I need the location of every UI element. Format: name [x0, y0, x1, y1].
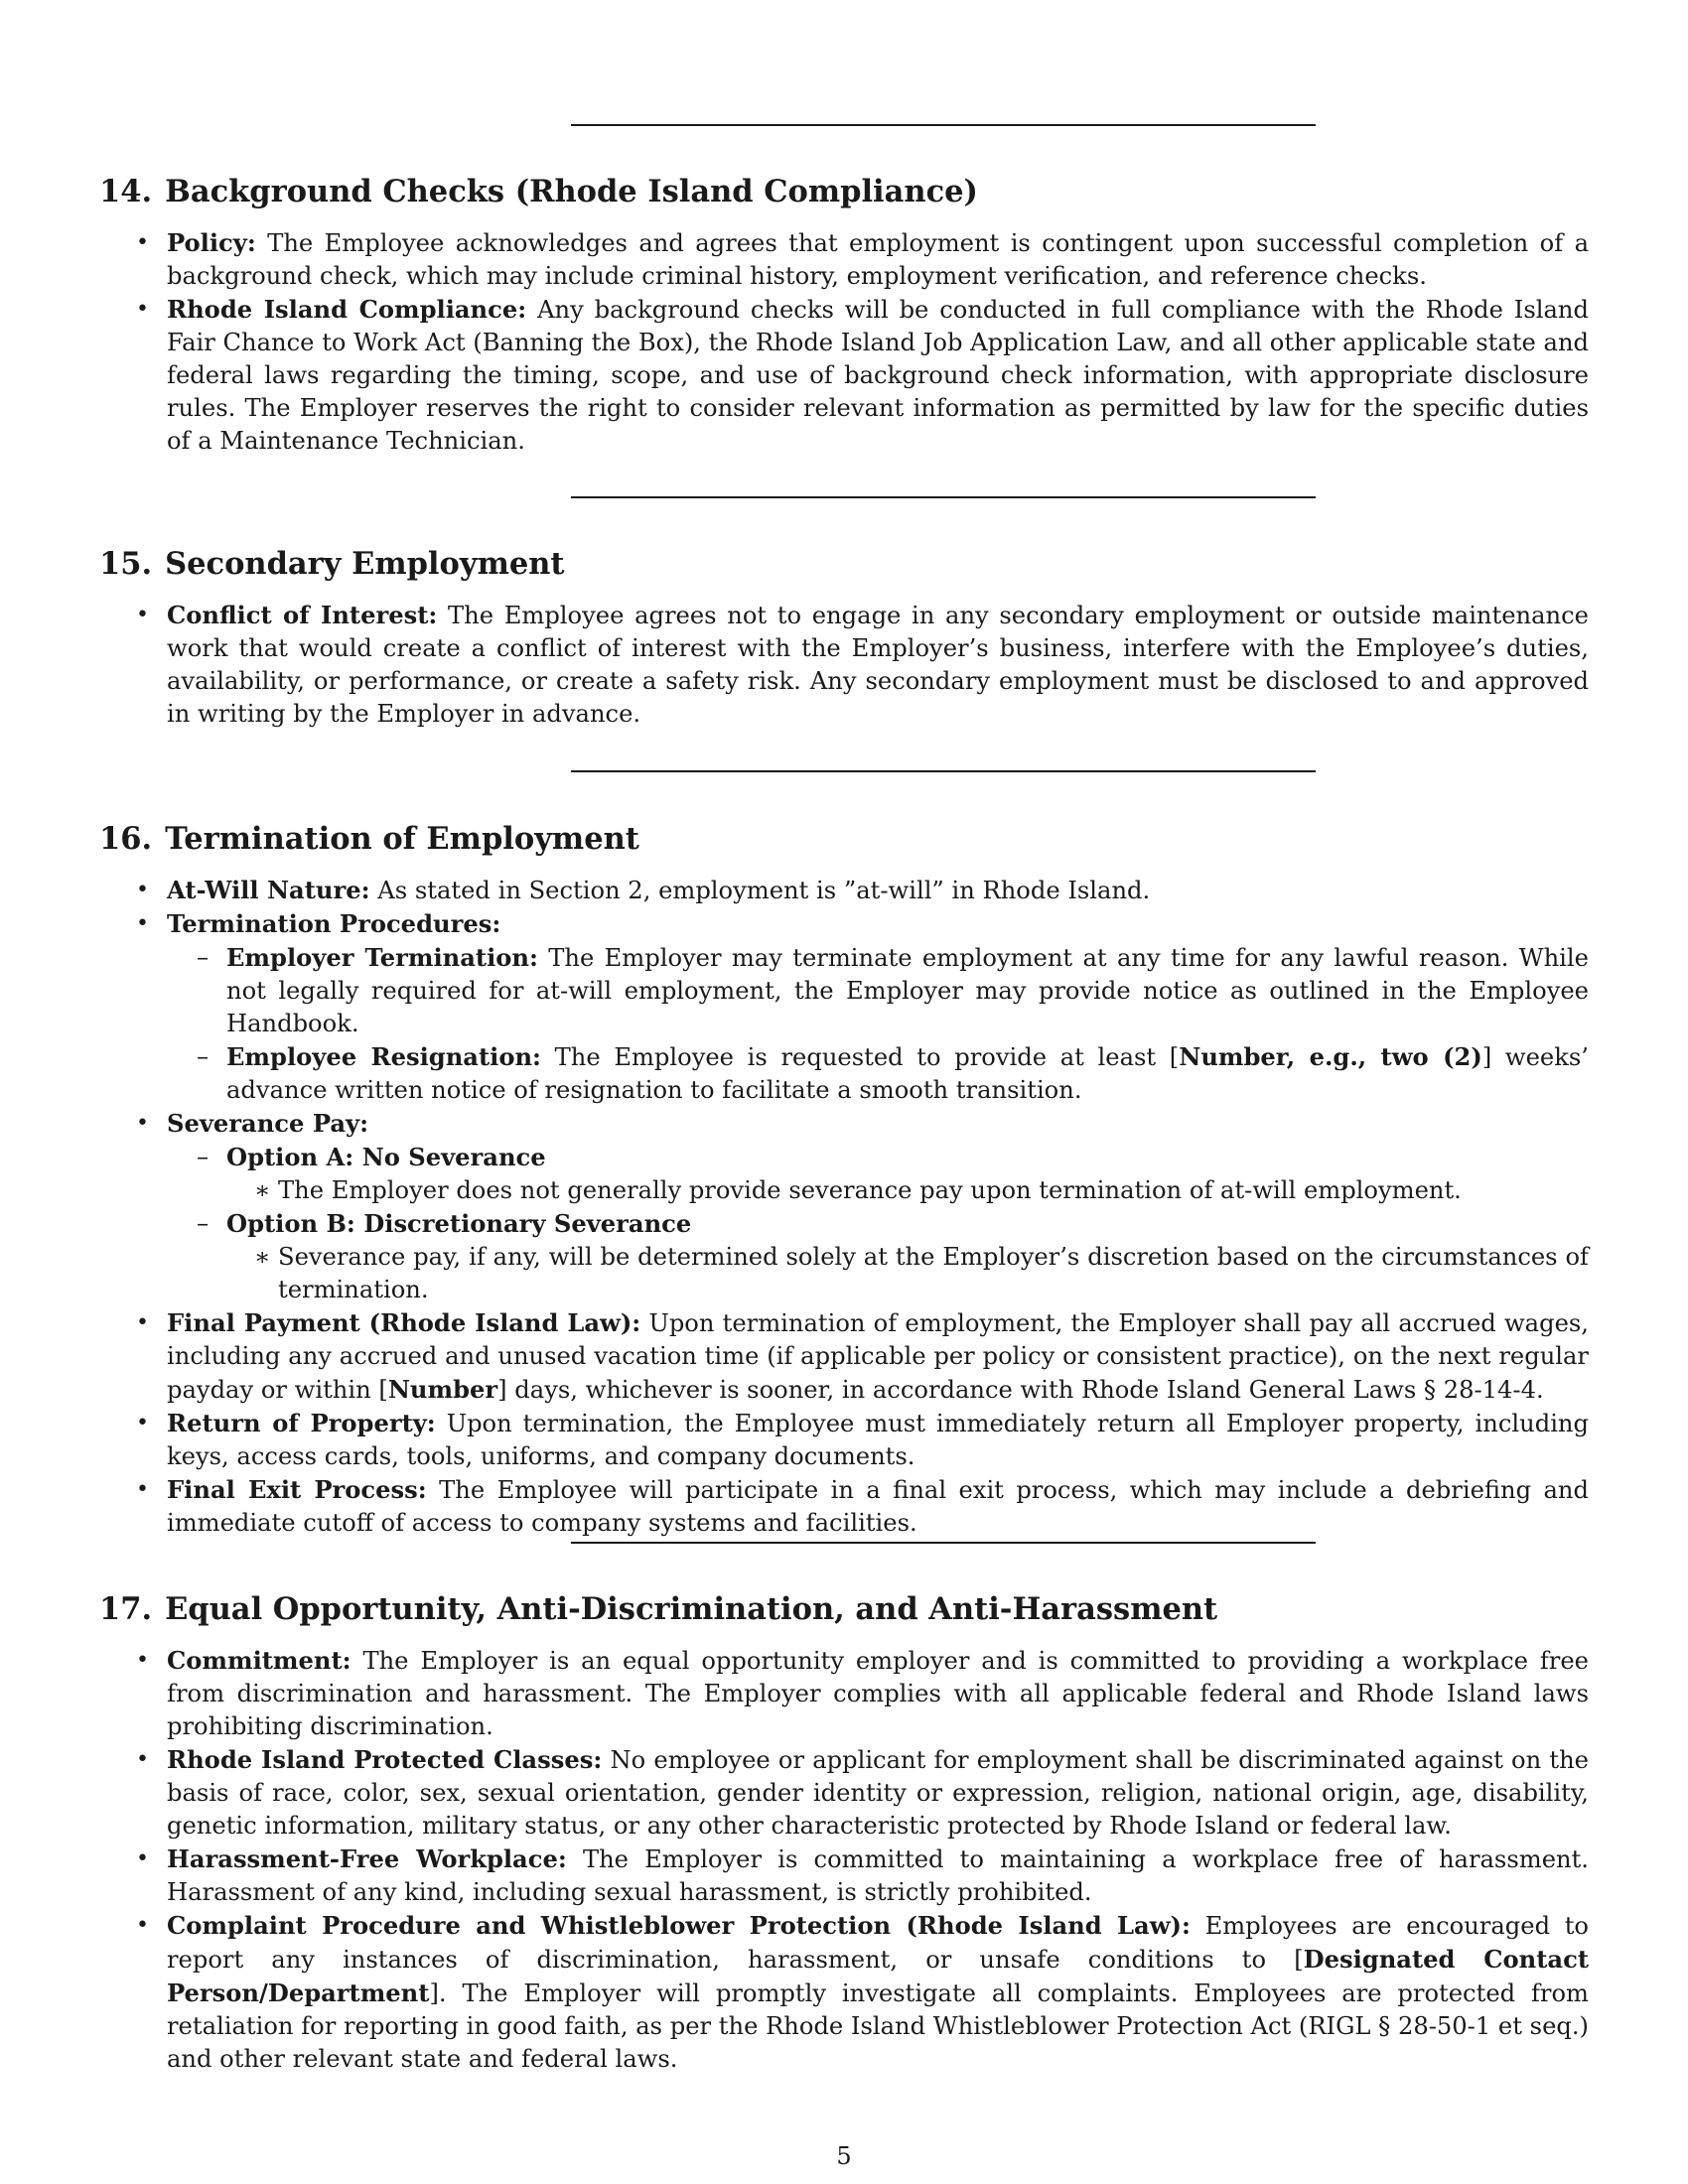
item-text: Employees are encouraged to report any instances of discrimination, harassment, or unsafe conditions to [167, 1912, 1589, 1974]
item-label: Rhode Island Protected Classes: [167, 1745, 603, 1774]
item-label: Employee Resignation: [226, 1042, 541, 1071]
section-15-heading [99, 544, 565, 584]
item-label: Termination Procedures: [167, 909, 501, 938]
bullet-list [99, 599, 1589, 731]
item-text: The Employer is an equal opportunity employer and is committed to providing a workplace free from discrimination and harassment. The Employer complies with all applicable federal and Rhode Island laws prohibiting discrimination. [167, 1647, 1589, 1740]
item-label: Final Exit Process: [167, 1475, 427, 1504]
section-divider [571, 124, 1316, 126]
list-item [99, 1107, 1589, 1306]
bracket: [ [1294, 1946, 1304, 1974]
bullet-list [99, 226, 1589, 458]
list-item [99, 1909, 1589, 2076]
sub-sub-list-item [226, 1174, 1589, 1207]
list-item [99, 1473, 1589, 1540]
item-label: Final Payment (Rhode Island Law): [167, 1308, 641, 1337]
item-label: Employer Termination: [226, 943, 538, 972]
item-text: No employee or applicant for employment shall be discriminated against on the basis of race, color, sex, sexual orientation, gender identity or expression, religion, national origin, age, disability, genetic information, military status, or any other characteristic protected by Rhode Island or federal law. [167, 1746, 1589, 1840]
bracket: [ [378, 1376, 388, 1404]
section-16-heading [99, 819, 639, 859]
item-label: At-Will Nature: [167, 876, 370, 904]
section-divider [571, 496, 1316, 498]
item-text: Upon termination, the Employee must immediately return all Employer property, including keys, access cards, tools, uniforms, and company documents. [167, 1410, 1589, 1470]
list-item [99, 226, 1589, 293]
item-text: Any background checks will be conducted in full compliance with the Rhode Island Fair Chance to Work Act (Banning the Box), the Rhode Island Job Application Law, and all other applicable state and federal laws regarding the timing, scope, and use of background check information, with appropriate disclosure rules. The Employer reserves the right to consider relevant information as permitted by law for the specific duties of a Maintenance Technician. [167, 296, 1589, 455]
item-label: Option B: Discretionary Severance [226, 1209, 692, 1238]
item-label: Return of Property: [167, 1409, 436, 1437]
sub-list [167, 1141, 1589, 1306]
item-label: Option A: No Severance [226, 1143, 546, 1171]
sub-list-item [167, 1207, 1589, 1306]
page-number: 5 [836, 2142, 852, 2170]
item-label: Conflict of Interest: [167, 601, 438, 629]
item-text: days, whichever is sooner, in accordance with Rhode Island General Laws § 28-14-4. [506, 1376, 1544, 1404]
sub-list-item [167, 1040, 1589, 1107]
section-17-heading [99, 1589, 1217, 1629]
item-label: Severance Pay: [167, 1109, 369, 1138]
section-number: 14. [99, 174, 153, 209]
list-item [99, 1644, 1589, 1743]
placeholder-text: Number [387, 1375, 498, 1404]
section-14-heading [99, 172, 978, 211]
list-item [99, 293, 1589, 458]
list-item [99, 1306, 1589, 1407]
list-item [99, 1743, 1589, 1843]
bracket: ] [1481, 1043, 1492, 1071]
item-text: The Employer does not generally provide severance pay upon termination of at-will employment. [278, 1176, 1462, 1204]
section-number: 15. [99, 546, 153, 582]
section-divider [571, 1542, 1316, 1544]
sub-list-item [167, 1141, 1589, 1207]
item-text: The Employee agrees not to engage in any secondary employment or outside maintenance work that would create a conflict of interest with the Employer’s business, interfere with the Employee’s duties, availability, or performance, or create a safety risk. Any secondary employment must be disclosed to and approved in writing by the Employer in advance. [167, 602, 1589, 728]
section-title: Termination of Employment [165, 821, 639, 857]
item-label: Rhode Island Compliance: [167, 295, 527, 324]
section-divider [571, 770, 1316, 772]
list-item [99, 1843, 1589, 1909]
section-14-body [99, 226, 1589, 458]
list-item [99, 599, 1589, 731]
item-text: weeks’ advance written notice of resignation to facilitate a smooth transition. [226, 1043, 1590, 1104]
sub-sub-list-item [226, 1241, 1589, 1306]
bullet-list [99, 874, 1589, 1540]
bracket: ] [429, 1979, 439, 2007]
section-15-body [99, 599, 1589, 731]
section-title: Background Checks (Rhode Island Compliance) [165, 174, 978, 209]
item-label: Harassment-Free Workplace: [167, 1844, 567, 1873]
item-text: Upon termination of employment, the Employer shall pay all accrued wages, including any accrued and unused vacation time (if applicable per policy or consistent practice), on the next regular payday or within [167, 1309, 1589, 1404]
item-text: The Employer may terminate employment at any time for any lawful reason. While not legally required for at-will employment, the Employer may provide notice as outlined in the Employee Handbook. [226, 944, 1589, 1037]
sub-list [167, 941, 1589, 1107]
item-text: As stated in Section 2, employment is ”at-will” in Rhode Island. [377, 877, 1151, 904]
section-title: Secondary Employment [165, 546, 565, 582]
item-text: The Employee acknowledges and agrees that employment is contingent upon successful completion of a background check, which may include criminal history, employment verification, and reference checks. [167, 229, 1589, 290]
section-16-body [99, 874, 1589, 1540]
sub-sub-list [226, 1241, 1589, 1306]
sub-list-item [167, 941, 1589, 1040]
item-text: Severance pay, if any, will be determined solely at the Employer’s discretion based on the circumstances of termination. [278, 1243, 1589, 1303]
section-number: 16. [99, 821, 153, 857]
item-label: Commitment: [167, 1646, 352, 1675]
item-label: Complaint Procedure and Whistleblower Protection (Rhode Island Law): [167, 1911, 1191, 1940]
bracket: [ [1169, 1043, 1180, 1071]
section-number: 17. [99, 1591, 153, 1627]
placeholder-text: Number, e.g., two (2) [1179, 1042, 1482, 1071]
placeholder-text: Designated Contact Person/Department [167, 1945, 1590, 2007]
item-text: . The Employer will promptly investigate all complaints. Employees are protected from retaliation for reporting in good faith, as per the Rhode Island Whistleblower Protection Act (RIGL § 28-50-1 et seq.) and other relevant state and federal laws. [167, 1979, 1589, 2073]
bracket: ] [497, 1376, 507, 1404]
list-item [99, 907, 1589, 1107]
item-label: Policy: [167, 228, 256, 257]
section-title: Equal Opportunity, Anti-Discrimination, and Anti-Harassment [165, 1591, 1218, 1627]
list-item [99, 1407, 1589, 1473]
item-text: The Employer is committed to maintaining a workplace free of harassment. Harassment of any kind, including sexual harassment, is strictly prohibited. [167, 1845, 1589, 1906]
bullet-list [99, 1644, 1589, 2076]
item-text: The Employee is requested to provide at least [554, 1043, 1170, 1071]
list-item [99, 874, 1589, 907]
sub-sub-list [226, 1174, 1589, 1207]
section-17-body [99, 1644, 1589, 2076]
item-text: The Employee will participate in a final exit process, which may include a debriefing and immediate cutoff of access to company systems and facilities. [167, 1476, 1589, 1537]
